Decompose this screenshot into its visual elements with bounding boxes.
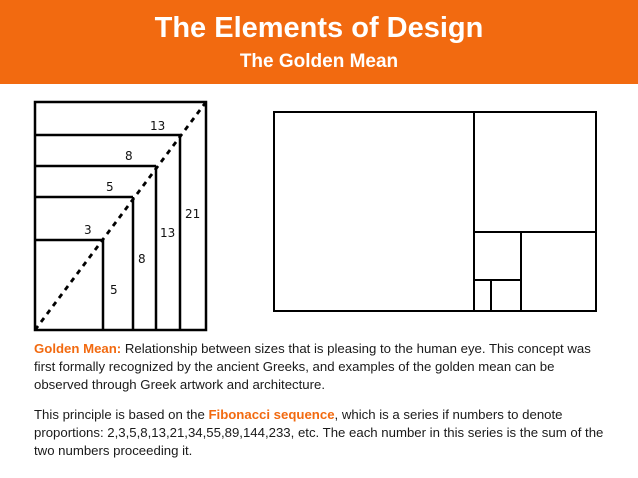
- diagram-area: [0, 84, 638, 336]
- label-top-13: 13: [150, 119, 166, 133]
- header-banner: [0, 0, 638, 84]
- golden-mean-description: Relationship between sizes that is pleasing to the human eye. This concept was first formally recognized by the ancient Greeks, and examples of the golden mean can be observed through Greek artwork and architecture.: [34, 341, 591, 392]
- golden-rectangle-figure: [274, 112, 596, 311]
- golden-mean-paragraph: [34, 340, 609, 394]
- label-right-21: 21: [185, 207, 201, 221]
- fibonacci-intro: This principle is based on the: [34, 407, 209, 422]
- golden-mean-figures: [0, 84, 638, 336]
- golden-mean-term: Golden Mean:: [34, 341, 122, 356]
- slide-title: The Elements of Design: [154, 12, 484, 44]
- label-right-13: 13: [160, 226, 176, 240]
- fibonacci-term: Fibonacci sequence: [208, 407, 335, 422]
- label-bottom-5: 5: [110, 283, 118, 297]
- golden-outer-rectangle: [274, 112, 596, 311]
- slide-subtitle: The Golden Mean: [239, 51, 399, 72]
- nested-rectangles-figure: [35, 102, 206, 330]
- label-side-3: 3: [84, 223, 92, 237]
- label-top-5: 5: [106, 180, 114, 194]
- label-top-8: 8: [125, 149, 133, 163]
- label-mid-8: 8: [138, 252, 146, 266]
- fibonacci-paragraph: [34, 406, 609, 460]
- fibonacci-description: , which is a series if numbers to denote proportions: 2,3,5,8,13,21,34,55,89,144,233, etc. The each number in this series is the sum of the two numbers proceeding it.: [34, 407, 604, 458]
